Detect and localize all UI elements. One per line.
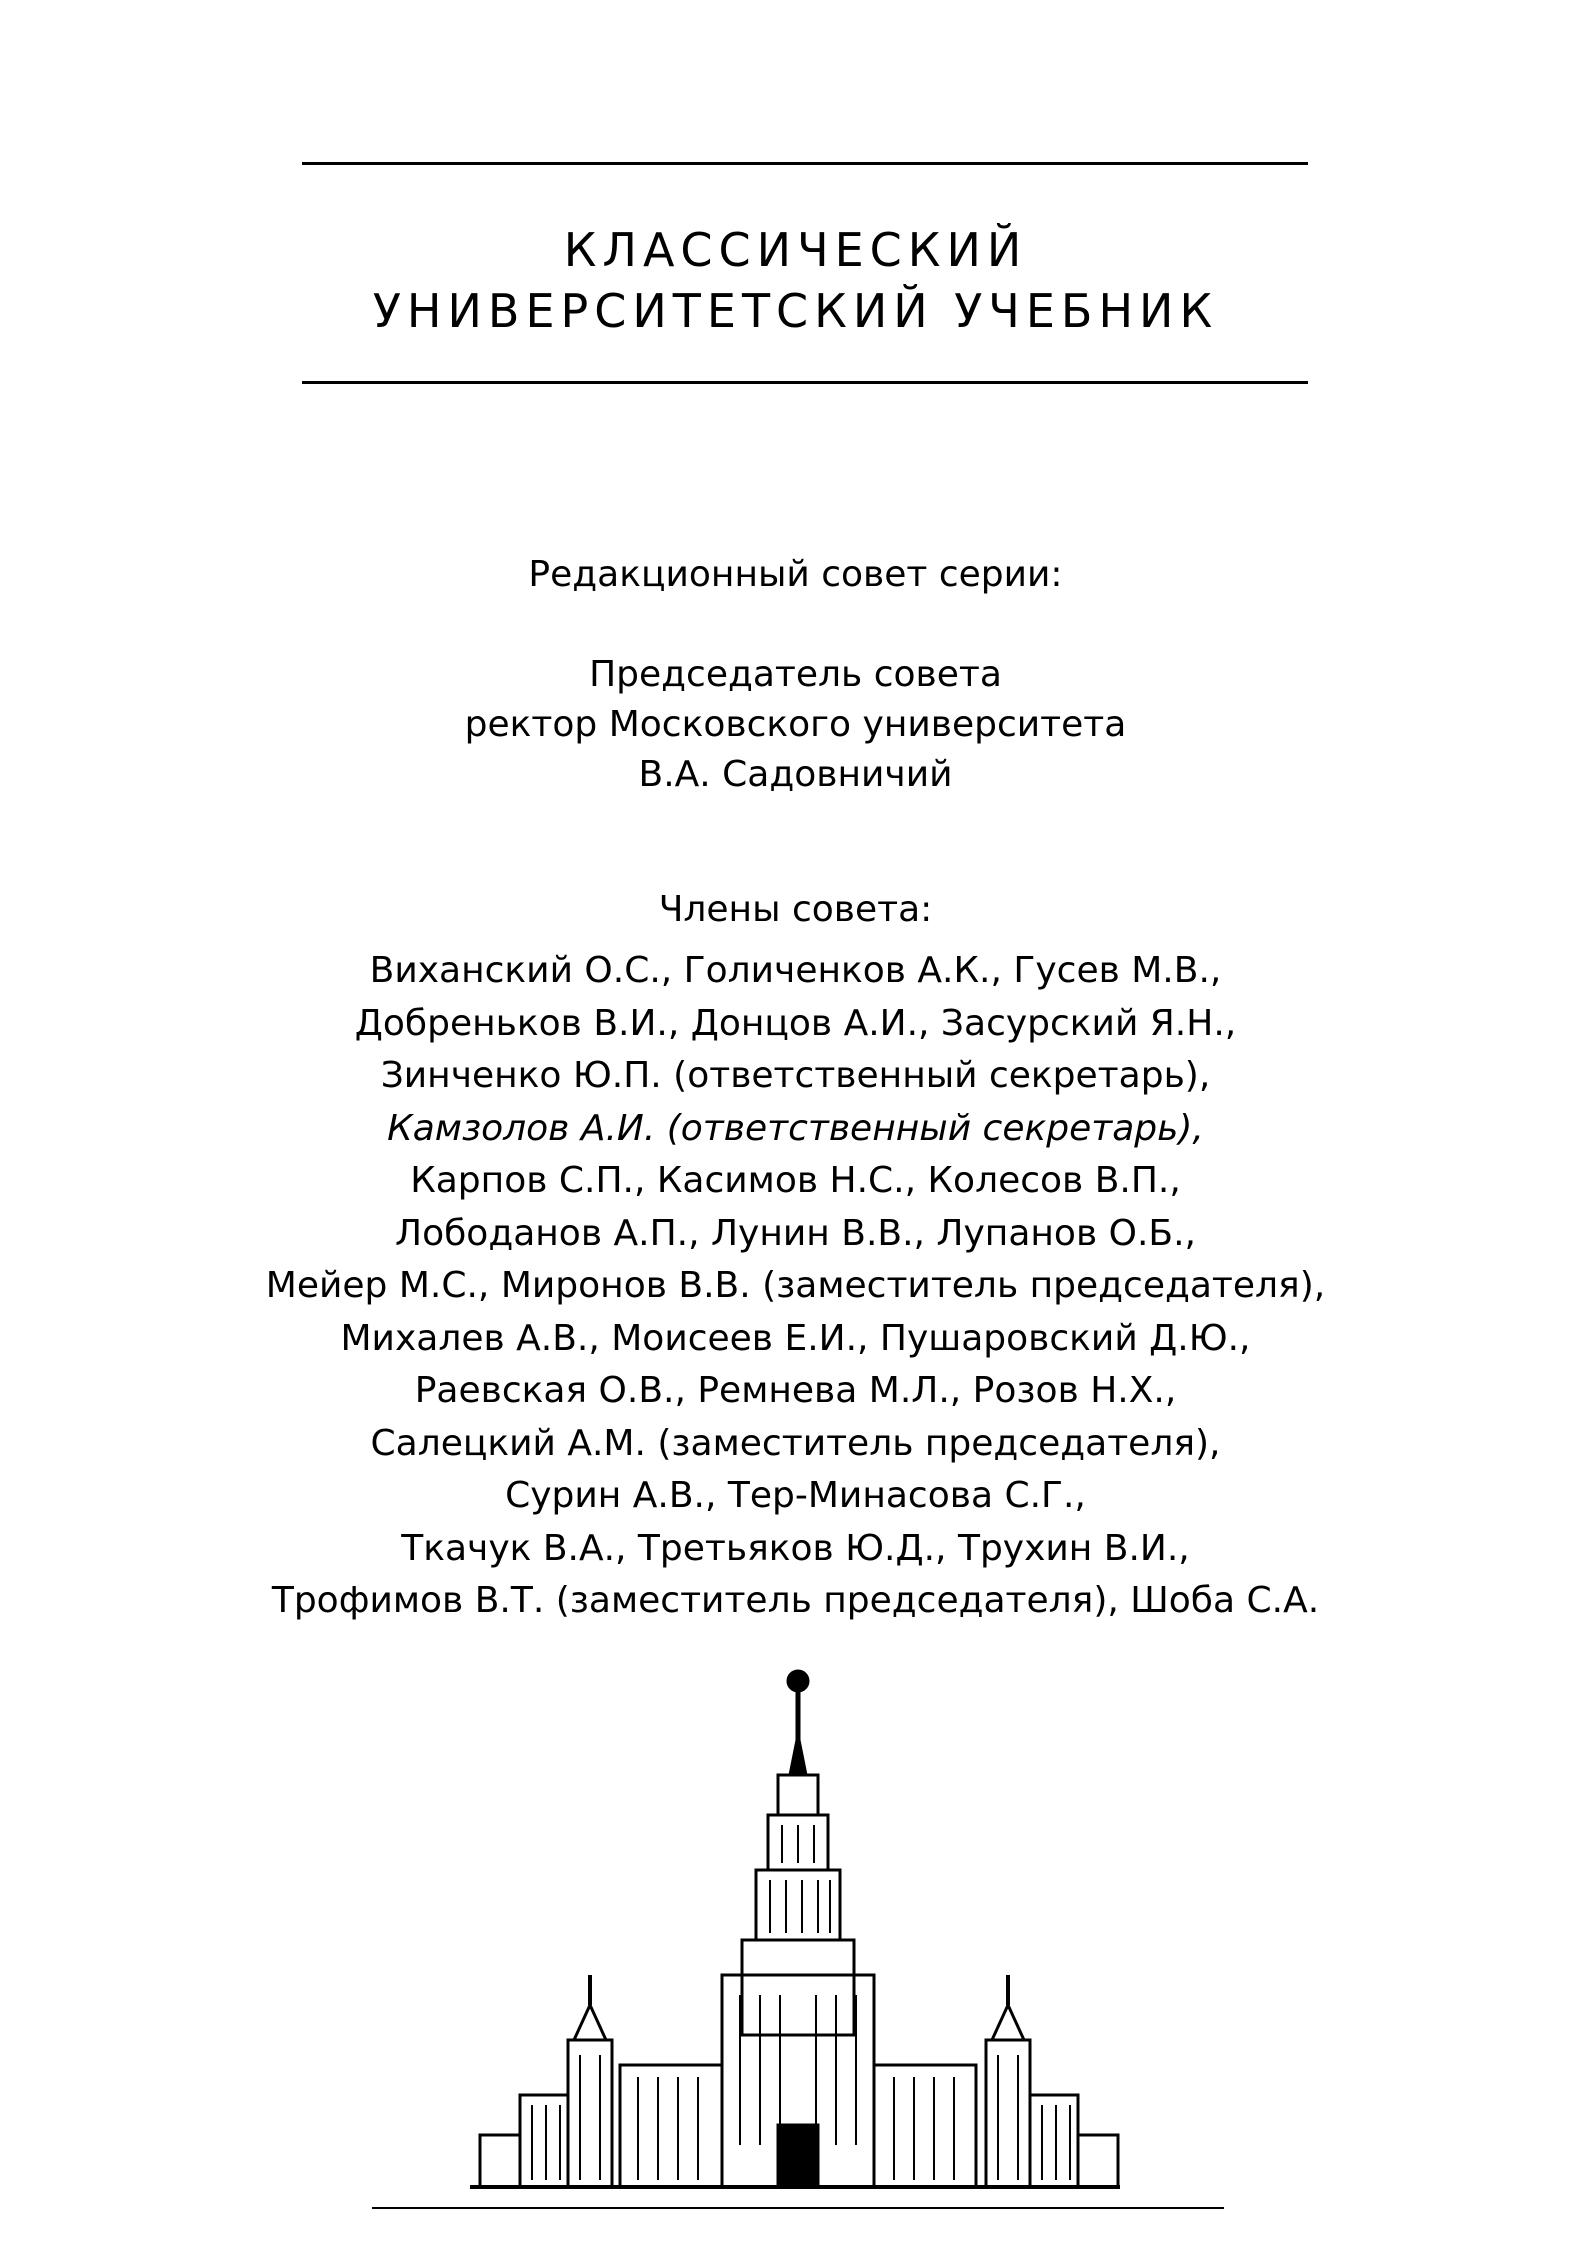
members-line: Салецкий А.М. (заместитель председателя),	[370, 1422, 1221, 1464]
members-line: Мейер М.С., Миронов В.В. (заместитель председателя),	[265, 1265, 1326, 1306]
members-line: Виханский О.С., Голиченков А.К., Гусев М.В.,	[369, 950, 1222, 991]
top-rule	[302, 162, 1308, 165]
members-list	[0, 945, 1591, 1628]
members-line: Ткачук В.А., Третьяков Ю.Д., Трухин В.И.,	[401, 1527, 1190, 1569]
members-line: Раевская О.В., Ремнева М.Л., Розов Н.Х.,	[414, 1370, 1177, 1411]
series-title-line-1: КЛАССИЧЕСКИЙ	[563, 223, 1028, 277]
members-line: Добреньков В.И., Донцов А.И., Засурский Я.Н.,	[354, 1002, 1237, 1044]
members-line: Зинченко Ю.П. (ответственный секретарь),	[380, 1055, 1211, 1096]
members-line: Лободанов А.П., Лунин В.В., Лупанов О.Б.,	[395, 1212, 1196, 1254]
members-line: Михалев А.В., Моисеев Е.И., Пушаровский Д.Ю.,	[340, 1317, 1251, 1359]
chairman-title: ректор Московского университета	[464, 704, 1127, 745]
members-line: Трофимов В.Т. (заместитель председателя), Шоба С.А.	[271, 1580, 1320, 1621]
series-title	[0, 220, 1591, 342]
title-rule	[302, 381, 1308, 384]
bottom-rule	[372, 2207, 1224, 2209]
moscow-university-building-icon	[460, 1665, 1130, 2205]
chairman-name: В.А. Садовничий	[638, 754, 953, 795]
members-line: Карпов С.П., Касимов Н.С., Колесов В.П.,	[410, 1160, 1181, 1201]
members-heading: Члены совета:	[658, 889, 933, 930]
chairman-role: Председатель совета	[589, 654, 1002, 695]
members-line: Камзолов А.И. (ответственный секретарь),	[387, 1107, 1204, 1149]
members-line: Сурин А.В., Тер-Минасова С.Г.,	[505, 1475, 1086, 1516]
series-title-line-2: УНИВЕРСИТЕТСКИЙ УЧЕБНИК	[372, 284, 1219, 338]
board-heading: Редакционный совет серии:	[528, 554, 1063, 595]
chairman-block	[0, 650, 1591, 800]
